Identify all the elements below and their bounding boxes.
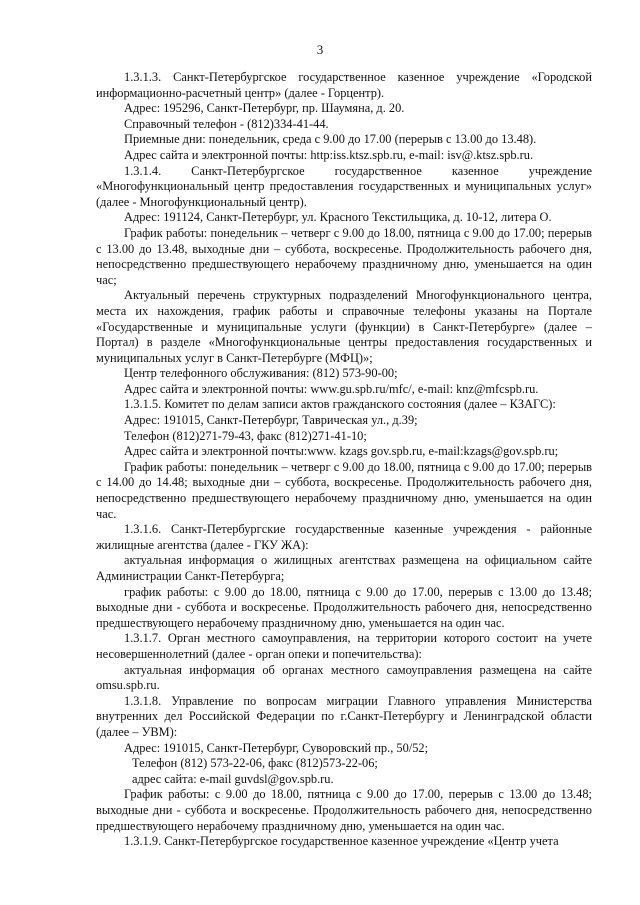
paragraph-gku-title: 1.3.1.6. Санкт-Петербургские государственные казенные учреждения - районные жилищные агентства (далее - ГКУ ЖА):	[96, 522, 592, 552]
paragraph-uvm-title: 1.3.1.8. Управление по вопросам миграции Главного управления Министерства внутренних дел Российской Федерации по г.Санкт-Петербургу и Ленинградской области (далее – УВМ):	[96, 693, 592, 739]
paragraph-kzags-schedule: График работы: понедельник – четверг с 9.00 до 18.00, пятница с 9.00 до 17.00; перерыв с 14.00 до 14.48; выходные дни – суббота, воскресенье. Продолжительность рабочего дня, непосредственно предшествующего нерабочему праздничному дню, уменьшается на один час.	[96, 459, 592, 521]
paragraph-gorcentr-site: Адрес сайта и электронной почты: http:iss.ktsz.spb.ru, e-mail: isv@.ktsz.spb.ru.	[124, 147, 534, 162]
paragraph-mfc-title: 1.3.1.4. Санкт-Петербургское государственное казенное учреждение «Многофункциональный центр предоставления государственных и муниципальных услуг» (далее - Многофункциональный центр).	[96, 163, 592, 209]
paragraph-center-title: 1.3.1.9. Санкт-Петербургское государственное казенное учреждение «Центр учета	[124, 834, 559, 849]
paragraph-kzags-address: Адрес: 191015, Санкт-Петербург, Таврическая ул., д.39;	[124, 413, 418, 428]
document-body	[96, 70, 592, 850]
paragraph-mfc-list: Актуальный перечень структурных подразделений Многофункционального центра, места их нахождения, график работы и справочные телефоны указаны на Портале «Государственные и муниципальные услуги (функции) в Санкт-Петербурге» (далее – Портал) в разделе «Многофункциональные центры предоставления государственных и муниципальных услуг в Санкт-Петербурге (МФЦ)»;	[96, 288, 592, 365]
paragraph-gorcentr-phone: Справочный телефон - (812)334-41-44.	[124, 116, 329, 131]
paragraph-uvm-site: адрес сайта: e-mail guvdsl@gov.spb.ru.	[132, 771, 334, 786]
paragraph-kzags-title: 1.3.1.5. Комитет по делам записи актов гражданского состояния (далее – КЗАГС):	[124, 397, 556, 412]
paragraph-opeka-title: 1.3.1.7. Орган местного самоуправления, на территории которого состоит на учете несовершеннолетний (далее - орган опеки и попечительства):	[96, 631, 592, 661]
paragraph-gku-info: актуальная информация о жилищных агентствах размещена на официальном сайте Администрации Санкт-Петербурга;	[96, 553, 592, 583]
paragraph-gorcentr-address: Адрес: 195296, Санкт-Петербург, пр. Шаумяна, д. 20.	[124, 101, 405, 116]
paragraph-gku-schedule: график работы: с 9.00 до 18.00, пятница с 9.00 до 17.00, перерыв с 13.00 до 13.48; выходные дни - суббота и воскресенье. Продолжительность рабочего дня, непосредственно предшествующего нерабочему праздничному дню, уменьшается на один час.	[96, 584, 592, 630]
paragraph-uvm-schedule: График работы: с 9.00 до 18.00, пятница с 9.00 до 17.00, перерыв с 13.00 до 13.48; выходные дни - суббота и воскресенье. Продолжительность рабочего дня, непосредственно предшествующего нерабочему праздничному дню, уменьшается на один час.	[96, 787, 592, 833]
paragraph-mfc-callcenter: Центр телефонного обслуживания: (812) 573-90-00;	[124, 366, 398, 381]
paragraph-mfc-site: Адрес сайта и электронной почты: www.gu.spb.ru/mfc/, e-mail: knz@mfcspb.ru.	[124, 381, 539, 396]
paragraph-uvm-address: Адрес: 191015, Санкт-Петербург, Суворовский пр., 50/52;	[124, 740, 429, 755]
page-number: 3	[316, 42, 324, 57]
paragraph-opeka-info: актуальная информация об органах местного самоуправления размещена на сайте omsu.spb.ru.	[96, 662, 592, 693]
paragraph-gorcentr-title: 1.3.1.3. Санкт-Петербургское государственное казенное учреждение «Городской информационно-расчетный центр» (далее - Горцентр).	[96, 70, 592, 100]
paragraph-uvm-phone: Телефон (812) 573-22-06, факс (812)573-22-06;	[132, 756, 378, 771]
paragraph-mfc-address: Адрес: 191124, Санкт-Петербург, ул. Красного Текстильщика, д. 10-12, литера О.	[124, 210, 552, 225]
paragraph-kzags-site: Адрес сайта и электронной почты:www. kzags gov.spb.ru, e-mail:kzags@gov.spb.ru;	[124, 444, 559, 459]
paragraph-kzags-phone: Телефон (812)271-79-43, факс (812)271-41-10;	[124, 428, 367, 443]
paragraph-mfc-schedule: График работы: понедельник – четверг с 9.00 до 18.00, пятница с 9.00 до 17.00; перерыв с 13.00 до 13.48, выходные дни – суббота, воскресенье. Продолжительность рабочего дня, непосредственно предшествующего нерабочему праздничному дню, уменьшается на один час;	[96, 225, 592, 287]
paragraph-gorcentr-days: Приемные дни: понедельник, среда с 9.00 до 17.00 (перерыв с 13.00 до 13.48).	[124, 132, 537, 147]
